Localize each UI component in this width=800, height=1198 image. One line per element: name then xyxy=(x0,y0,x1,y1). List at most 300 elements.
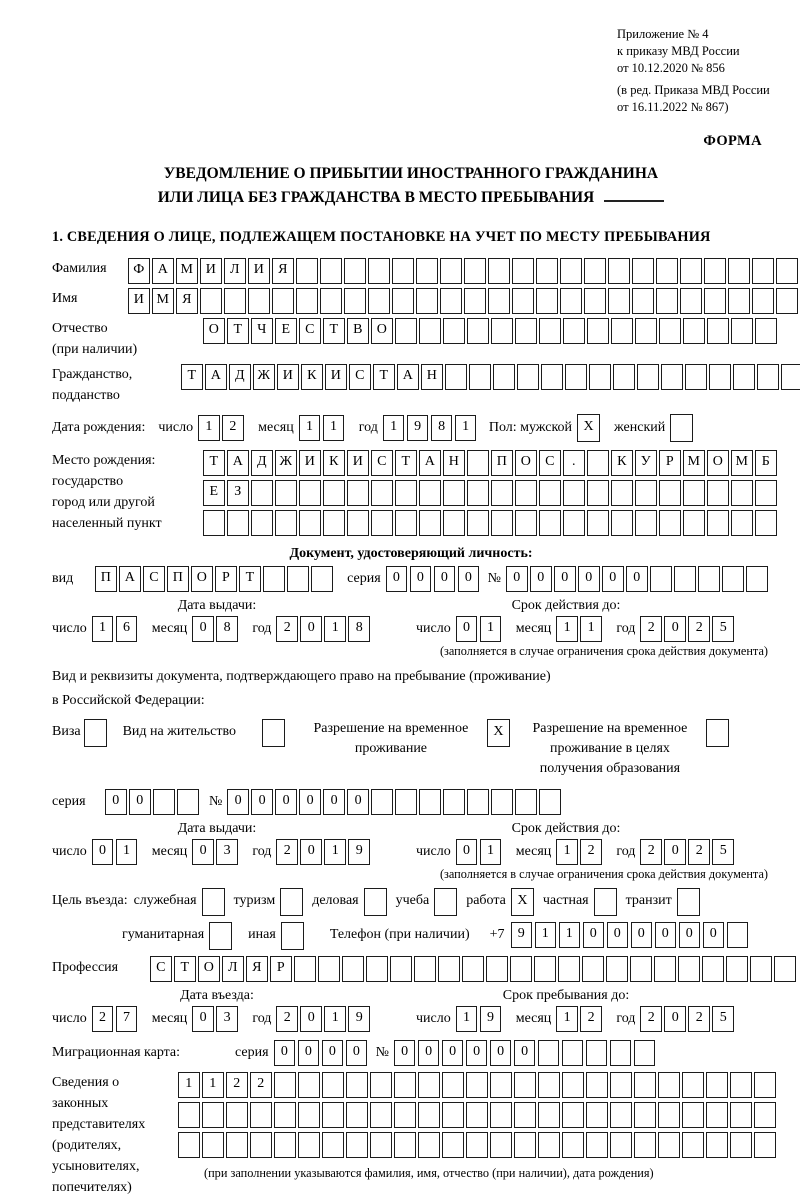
char-cell[interactable]: 0 xyxy=(300,839,322,865)
char-cell[interactable]: 0 xyxy=(664,616,686,642)
char-cell[interactable]: 0 xyxy=(456,839,478,865)
char-cell[interactable] xyxy=(683,318,705,344)
char-cell[interactable] xyxy=(733,364,755,390)
char-cell[interactable] xyxy=(250,1102,272,1128)
char-cell[interactable] xyxy=(227,510,249,536)
sex-female-checkbox[interactable] xyxy=(670,414,693,442)
char-cell[interactable] xyxy=(637,364,659,390)
char-cell[interactable] xyxy=(443,318,465,344)
char-cell[interactable] xyxy=(488,258,510,284)
char-cell[interactable] xyxy=(560,288,582,314)
char-cell[interactable] xyxy=(534,956,556,982)
char-cell[interactable] xyxy=(658,1102,680,1128)
char-cell[interactable] xyxy=(342,956,364,982)
char-cell[interactable]: 0 xyxy=(394,1040,416,1066)
char-cell[interactable] xyxy=(634,1040,656,1066)
passport-issue-day[interactable] xyxy=(92,616,140,642)
char-cell[interactable] xyxy=(515,510,537,536)
char-cell[interactable] xyxy=(370,1102,392,1128)
char-cell[interactable]: М xyxy=(683,450,705,476)
char-cell[interactable]: О xyxy=(198,956,220,982)
char-cell[interactable]: А xyxy=(397,364,419,390)
char-cell[interactable] xyxy=(395,480,417,506)
char-cell[interactable] xyxy=(395,318,417,344)
char-cell[interactable] xyxy=(658,1072,680,1098)
char-cell[interactable] xyxy=(298,1072,320,1098)
char-cell[interactable] xyxy=(613,364,635,390)
char-cell[interactable] xyxy=(491,480,513,506)
char-cell[interactable] xyxy=(440,288,462,314)
char-cell[interactable] xyxy=(419,510,441,536)
char-cell[interactable]: 1 xyxy=(556,1006,578,1032)
char-cell[interactable] xyxy=(224,288,246,314)
entry-day[interactable] xyxy=(92,1006,140,1032)
char-cell[interactable] xyxy=(661,364,683,390)
char-cell[interactable] xyxy=(299,480,321,506)
char-cell[interactable]: О xyxy=(191,566,213,592)
char-cell[interactable] xyxy=(178,1132,200,1158)
char-cell[interactable] xyxy=(464,258,486,284)
char-cell[interactable] xyxy=(707,510,729,536)
char-cell[interactable]: С xyxy=(143,566,165,592)
char-cell[interactable]: 0 xyxy=(602,566,624,592)
char-cell[interactable]: Т xyxy=(203,450,225,476)
char-cell[interactable] xyxy=(467,318,489,344)
char-cell[interactable] xyxy=(611,480,633,506)
mig-number-cells[interactable] xyxy=(394,1040,658,1066)
entry-month[interactable] xyxy=(192,1006,240,1032)
char-cell[interactable]: 2 xyxy=(688,1006,710,1032)
char-cell[interactable] xyxy=(584,258,606,284)
purpose-humanitarian-checkbox[interactable] xyxy=(209,922,232,950)
visa-checkbox[interactable] xyxy=(84,719,107,747)
char-cell[interactable]: Ж xyxy=(253,364,275,390)
char-cell[interactable] xyxy=(659,318,681,344)
char-cell[interactable] xyxy=(536,258,558,284)
char-cell[interactable]: 1 xyxy=(198,415,220,441)
char-cell[interactable] xyxy=(582,956,604,982)
char-cell[interactable]: 9 xyxy=(480,1006,502,1032)
char-cell[interactable] xyxy=(250,1132,272,1158)
char-cell[interactable]: 0 xyxy=(275,789,297,815)
char-cell[interactable]: 0 xyxy=(300,616,322,642)
char-cell[interactable] xyxy=(419,480,441,506)
char-cell[interactable] xyxy=(442,1072,464,1098)
char-cell[interactable] xyxy=(346,1132,368,1158)
char-cell[interactable] xyxy=(728,288,750,314)
char-cell[interactable] xyxy=(322,1072,344,1098)
passport-until-year[interactable] xyxy=(640,616,736,642)
char-cell[interactable]: М xyxy=(152,288,174,314)
char-cell[interactable] xyxy=(466,1132,488,1158)
char-cell[interactable]: 0 xyxy=(578,566,600,592)
char-cell[interactable] xyxy=(776,288,798,314)
residence-until-month[interactable] xyxy=(556,839,604,865)
char-cell[interactable]: 2 xyxy=(250,1072,272,1098)
char-cell[interactable]: 0 xyxy=(192,839,214,865)
char-cell[interactable] xyxy=(467,789,489,815)
char-cell[interactable]: О xyxy=(707,450,729,476)
char-cell[interactable]: 0 xyxy=(386,566,408,592)
char-cell[interactable] xyxy=(630,956,652,982)
char-cell[interactable] xyxy=(274,1102,296,1128)
char-cell[interactable]: 2 xyxy=(580,1006,602,1032)
purpose-business-checkbox[interactable] xyxy=(364,888,387,916)
char-cell[interactable]: Я xyxy=(176,288,198,314)
char-cell[interactable] xyxy=(656,288,678,314)
char-cell[interactable] xyxy=(584,288,606,314)
char-cell[interactable] xyxy=(418,1072,440,1098)
char-cell[interactable]: Н xyxy=(443,450,465,476)
char-cell[interactable] xyxy=(318,956,340,982)
char-cell[interactable] xyxy=(390,956,412,982)
purpose-official-checkbox[interactable] xyxy=(202,888,225,916)
char-cell[interactable] xyxy=(702,956,724,982)
char-cell[interactable]: 0 xyxy=(626,566,648,592)
char-cell[interactable] xyxy=(635,510,657,536)
char-cell[interactable]: 0 xyxy=(347,789,369,815)
char-cell[interactable]: 0 xyxy=(192,1006,214,1032)
char-cell[interactable] xyxy=(562,1040,584,1066)
char-cell[interactable]: Т xyxy=(323,318,345,344)
char-cell[interactable] xyxy=(467,510,489,536)
char-cell[interactable] xyxy=(685,364,707,390)
char-cell[interactable] xyxy=(752,288,774,314)
char-cell[interactable]: 0 xyxy=(703,922,725,948)
char-cell[interactable] xyxy=(611,318,633,344)
char-cell[interactable]: Н xyxy=(421,364,443,390)
char-cell[interactable]: Т xyxy=(227,318,249,344)
char-cell[interactable] xyxy=(704,258,726,284)
char-cell[interactable] xyxy=(726,956,748,982)
char-cell[interactable]: 1 xyxy=(324,616,346,642)
char-cell[interactable]: 0 xyxy=(105,789,127,815)
birthplace-cells-row2[interactable] xyxy=(203,480,779,506)
char-cell[interactable] xyxy=(442,1102,464,1128)
char-cell[interactable] xyxy=(466,1072,488,1098)
char-cell[interactable] xyxy=(177,789,199,815)
purpose-work-checkbox[interactable]: X xyxy=(511,888,534,916)
char-cell[interactable]: 0 xyxy=(299,789,321,815)
char-cell[interactable] xyxy=(462,956,484,982)
char-cell[interactable] xyxy=(728,258,750,284)
char-cell[interactable] xyxy=(274,1072,296,1098)
char-cell[interactable]: 8 xyxy=(348,616,370,642)
char-cell[interactable] xyxy=(344,258,366,284)
char-cell[interactable] xyxy=(611,510,633,536)
char-cell[interactable]: 2 xyxy=(222,415,244,441)
char-cell[interactable] xyxy=(709,364,731,390)
char-cell[interactable] xyxy=(486,956,508,982)
profession-cells[interactable] xyxy=(150,956,798,982)
char-cell[interactable]: 0 xyxy=(490,1040,512,1066)
res-number-cells[interactable] xyxy=(227,789,563,815)
char-cell[interactable]: И xyxy=(200,258,222,284)
char-cell[interactable]: К xyxy=(323,450,345,476)
char-cell[interactable] xyxy=(371,480,393,506)
char-cell[interactable] xyxy=(418,1102,440,1128)
char-cell[interactable]: 0 xyxy=(554,566,576,592)
char-cell[interactable]: 2 xyxy=(92,1006,114,1032)
temp-edu-checkbox[interactable] xyxy=(706,719,729,747)
char-cell[interactable]: 0 xyxy=(664,1006,686,1032)
char-cell[interactable] xyxy=(632,258,654,284)
char-cell[interactable] xyxy=(438,956,460,982)
char-cell[interactable] xyxy=(370,1132,392,1158)
char-cell[interactable]: А xyxy=(205,364,227,390)
char-cell[interactable]: 1 xyxy=(556,616,578,642)
char-cell[interactable] xyxy=(510,956,532,982)
char-cell[interactable]: 8 xyxy=(216,616,238,642)
char-cell[interactable]: Т xyxy=(395,450,417,476)
char-cell[interactable] xyxy=(251,480,273,506)
char-cell[interactable] xyxy=(491,510,513,536)
char-cell[interactable] xyxy=(467,450,489,476)
char-cell[interactable] xyxy=(683,480,705,506)
char-cell[interactable] xyxy=(320,258,342,284)
birth-month-cells[interactable] xyxy=(299,415,347,441)
char-cell[interactable] xyxy=(656,258,678,284)
char-cell[interactable] xyxy=(538,1102,560,1128)
char-cell[interactable] xyxy=(659,480,681,506)
char-cell[interactable] xyxy=(251,510,273,536)
char-cell[interactable]: 5 xyxy=(712,839,734,865)
char-cell[interactable]: 1 xyxy=(480,616,502,642)
char-cell[interactable] xyxy=(392,258,414,284)
char-cell[interactable] xyxy=(296,288,318,314)
char-cell[interactable] xyxy=(587,480,609,506)
char-cell[interactable]: 2 xyxy=(688,616,710,642)
char-cell[interactable]: Р xyxy=(270,956,292,982)
char-cell[interactable] xyxy=(515,318,537,344)
char-cell[interactable] xyxy=(414,956,436,982)
char-cell[interactable]: 5 xyxy=(712,1006,734,1032)
char-cell[interactable]: 0 xyxy=(298,1040,320,1066)
residence-until-year[interactable] xyxy=(640,839,736,865)
patronymic-cells[interactable] xyxy=(203,318,779,344)
char-cell[interactable]: 0 xyxy=(442,1040,464,1066)
char-cell[interactable] xyxy=(674,566,696,592)
stay-day[interactable] xyxy=(456,1006,504,1032)
citizenship-cells[interactable] xyxy=(181,364,800,390)
char-cell[interactable] xyxy=(272,288,294,314)
char-cell[interactable]: К xyxy=(611,450,633,476)
char-cell[interactable]: О xyxy=(371,318,393,344)
char-cell[interactable] xyxy=(226,1102,248,1128)
char-cell[interactable]: Л xyxy=(222,956,244,982)
char-cell[interactable] xyxy=(541,364,563,390)
char-cell[interactable]: . xyxy=(563,450,585,476)
char-cell[interactable] xyxy=(589,364,611,390)
char-cell[interactable] xyxy=(731,480,753,506)
char-cell[interactable] xyxy=(294,956,316,982)
char-cell[interactable] xyxy=(730,1102,752,1128)
char-cell[interactable] xyxy=(371,510,393,536)
char-cell[interactable]: А xyxy=(227,450,249,476)
purpose-other-checkbox[interactable] xyxy=(281,922,304,950)
birthplace-cells-row1[interactable] xyxy=(203,450,779,476)
char-cell[interactable]: 7 xyxy=(116,1006,138,1032)
char-cell[interactable] xyxy=(419,789,441,815)
char-cell[interactable] xyxy=(634,1102,656,1128)
char-cell[interactable] xyxy=(658,1132,680,1158)
char-cell[interactable] xyxy=(608,258,630,284)
char-cell[interactable] xyxy=(467,480,489,506)
char-cell[interactable]: Т xyxy=(373,364,395,390)
char-cell[interactable] xyxy=(654,956,676,982)
char-cell[interactable] xyxy=(274,1132,296,1158)
char-cell[interactable] xyxy=(610,1040,632,1066)
char-cell[interactable] xyxy=(443,480,465,506)
char-cell[interactable] xyxy=(755,510,777,536)
char-cell[interactable]: Е xyxy=(275,318,297,344)
char-cell[interactable] xyxy=(563,480,585,506)
char-cell[interactable] xyxy=(466,1102,488,1128)
residence-issue-day[interactable] xyxy=(92,839,140,865)
char-cell[interactable]: 1 xyxy=(480,839,502,865)
char-cell[interactable]: П xyxy=(491,450,513,476)
char-cell[interactable] xyxy=(562,1102,584,1128)
char-cell[interactable] xyxy=(490,1102,512,1128)
char-cell[interactable]: 1 xyxy=(580,616,602,642)
passport-until-day[interactable] xyxy=(456,616,504,642)
char-cell[interactable] xyxy=(512,258,534,284)
char-cell[interactable] xyxy=(202,1132,224,1158)
char-cell[interactable]: 9 xyxy=(407,415,429,441)
char-cell[interactable] xyxy=(776,258,798,284)
char-cell[interactable]: 9 xyxy=(348,839,370,865)
char-cell[interactable] xyxy=(634,1072,656,1098)
char-cell[interactable]: 1 xyxy=(383,415,405,441)
surname-cells[interactable] xyxy=(128,258,800,284)
name-cells[interactable] xyxy=(128,288,800,314)
char-cell[interactable]: 0 xyxy=(631,922,653,948)
stay-year[interactable] xyxy=(640,1006,736,1032)
char-cell[interactable] xyxy=(320,288,342,314)
char-cell[interactable]: 0 xyxy=(655,922,677,948)
char-cell[interactable] xyxy=(469,364,491,390)
char-cell[interactable] xyxy=(346,1102,368,1128)
char-cell[interactable] xyxy=(682,1072,704,1098)
char-cell[interactable] xyxy=(226,1132,248,1158)
char-cell[interactable] xyxy=(680,288,702,314)
char-cell[interactable] xyxy=(698,566,720,592)
char-cell[interactable] xyxy=(650,566,672,592)
char-cell[interactable] xyxy=(323,510,345,536)
birthplace-cells-row3[interactable] xyxy=(203,510,779,536)
char-cell[interactable]: 2 xyxy=(580,839,602,865)
char-cell[interactable] xyxy=(514,1072,536,1098)
char-cell[interactable]: 9 xyxy=(511,922,533,948)
char-cell[interactable]: 0 xyxy=(192,616,214,642)
representatives-cells-row3[interactable] xyxy=(178,1132,778,1158)
char-cell[interactable] xyxy=(346,1072,368,1098)
char-cell[interactable]: 3 xyxy=(216,1006,238,1032)
char-cell[interactable]: Ч xyxy=(251,318,273,344)
birth-day-cells[interactable] xyxy=(198,415,246,441)
doc-number-cells[interactable] xyxy=(506,566,770,592)
char-cell[interactable] xyxy=(263,566,285,592)
char-cell[interactable] xyxy=(563,510,585,536)
char-cell[interactable] xyxy=(586,1072,608,1098)
char-cell[interactable]: С xyxy=(150,956,172,982)
char-cell[interactable] xyxy=(395,510,417,536)
passport-issue-year[interactable] xyxy=(276,616,372,642)
char-cell[interactable]: Д xyxy=(251,450,273,476)
char-cell[interactable] xyxy=(539,480,561,506)
char-cell[interactable] xyxy=(635,318,657,344)
char-cell[interactable] xyxy=(634,1132,656,1158)
residence-issue-year[interactable] xyxy=(276,839,372,865)
char-cell[interactable] xyxy=(418,1132,440,1158)
char-cell[interactable] xyxy=(368,258,390,284)
char-cell[interactable]: С xyxy=(349,364,371,390)
char-cell[interactable] xyxy=(610,1132,632,1158)
char-cell[interactable]: 1 xyxy=(456,1006,478,1032)
char-cell[interactable]: 8 xyxy=(431,415,453,441)
char-cell[interactable] xyxy=(586,1040,608,1066)
char-cell[interactable] xyxy=(370,1072,392,1098)
purpose-study-checkbox[interactable] xyxy=(434,888,457,916)
char-cell[interactable] xyxy=(299,510,321,536)
char-cell[interactable] xyxy=(394,1072,416,1098)
char-cell[interactable] xyxy=(178,1102,200,1128)
char-cell[interactable]: 2 xyxy=(640,1006,662,1032)
char-cell[interactable] xyxy=(275,510,297,536)
char-cell[interactable]: 5 xyxy=(712,616,734,642)
char-cell[interactable] xyxy=(750,956,772,982)
char-cell[interactable]: Я xyxy=(272,258,294,284)
char-cell[interactable] xyxy=(587,450,609,476)
char-cell[interactable] xyxy=(722,566,744,592)
char-cell[interactable]: М xyxy=(176,258,198,284)
purpose-tourism-checkbox[interactable] xyxy=(280,888,303,916)
char-cell[interactable] xyxy=(730,1072,752,1098)
char-cell[interactable] xyxy=(632,288,654,314)
char-cell[interactable] xyxy=(392,288,414,314)
char-cell[interactable] xyxy=(322,1102,344,1128)
representatives-cells-row1[interactable] xyxy=(178,1072,778,1098)
char-cell[interactable]: М xyxy=(731,450,753,476)
char-cell[interactable]: 2 xyxy=(640,616,662,642)
char-cell[interactable]: 1 xyxy=(455,415,477,441)
char-cell[interactable]: 6 xyxy=(116,616,138,642)
char-cell[interactable] xyxy=(678,956,700,982)
char-cell[interactable]: 2 xyxy=(640,839,662,865)
char-cell[interactable]: 0 xyxy=(410,566,432,592)
char-cell[interactable] xyxy=(538,1132,560,1158)
char-cell[interactable]: И xyxy=(299,450,321,476)
char-cell[interactable] xyxy=(200,288,222,314)
char-cell[interactable]: Р xyxy=(215,566,237,592)
char-cell[interactable]: С xyxy=(539,450,561,476)
char-cell[interactable] xyxy=(491,789,513,815)
sex-male-checkbox[interactable]: X xyxy=(577,414,600,442)
char-cell[interactable] xyxy=(754,1132,776,1158)
residence-permit-checkbox[interactable] xyxy=(262,719,285,747)
char-cell[interactable] xyxy=(704,288,726,314)
char-cell[interactable] xyxy=(394,1102,416,1128)
char-cell[interactable] xyxy=(347,480,369,506)
char-cell[interactable] xyxy=(754,1102,776,1128)
char-cell[interactable]: 0 xyxy=(300,1006,322,1032)
char-cell[interactable] xyxy=(746,566,768,592)
char-cell[interactable]: 0 xyxy=(274,1040,296,1066)
char-cell[interactable] xyxy=(515,480,537,506)
char-cell[interactable] xyxy=(752,258,774,284)
char-cell[interactable]: 1 xyxy=(535,922,557,948)
char-cell[interactable] xyxy=(730,1132,752,1158)
